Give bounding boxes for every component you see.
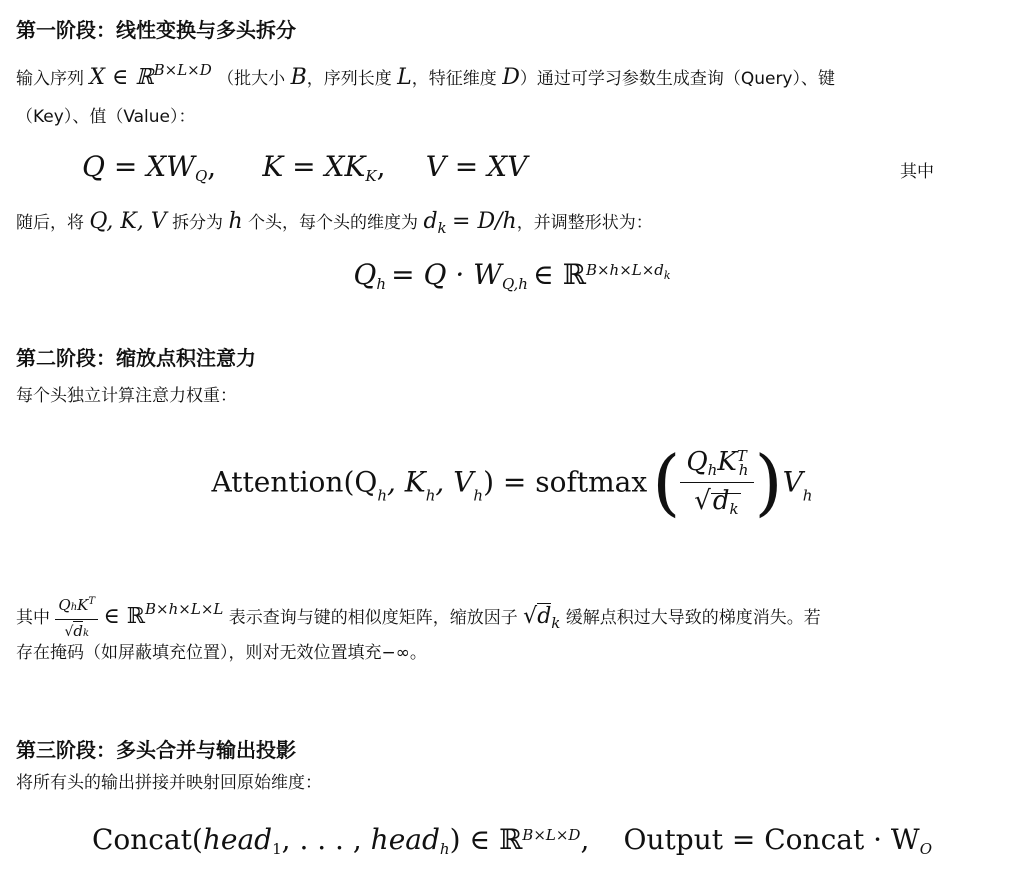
- n-k: K: [77, 596, 89, 614]
- text: 个头，每个头的维度为: [248, 213, 419, 233]
- text: 其中: [16, 608, 50, 628]
- math-x-in-r: X ∈ ℝ: [89, 65, 154, 90]
- text: 输入序列: [16, 69, 84, 89]
- eq-comma: ,: [376, 150, 386, 183]
- section-2-note-line-1: [16, 592, 821, 644]
- attn-rhs: ) = softmax: [483, 465, 648, 499]
- left-paren: (: [652, 440, 681, 524]
- note-sup: B×h×L×L: [145, 600, 224, 618]
- attn-lhs: Attention(Q: [211, 465, 378, 499]
- right-paren: ): [754, 440, 783, 524]
- head: head: [202, 823, 273, 856]
- eq-v: V = XV: [425, 150, 528, 183]
- concat-sup: B×L×D: [522, 826, 581, 844]
- text: ）通过可学习参数生成查询（Query）、键: [519, 69, 835, 89]
- equation-note: 其中: [900, 162, 934, 182]
- head: head: [370, 823, 440, 856]
- math-qkv: Q, K, V: [89, 209, 167, 234]
- output-sub: O: [919, 840, 932, 858]
- dots: , . . . ,: [281, 823, 371, 856]
- text: ，序列长度: [306, 69, 392, 89]
- eq2-mid: = Q · W: [391, 258, 502, 291]
- concat-lhs: Concat(: [91, 823, 203, 856]
- frac-d: d: [712, 485, 730, 516]
- concat-comma: ,: [580, 823, 590, 856]
- attn-k: , K: [387, 465, 426, 499]
- section-3-intro: 将所有头的输出拼接并映射回原始维度：: [16, 773, 322, 793]
- sqrt-d: d: [537, 604, 552, 629]
- n-h: h: [70, 602, 78, 613]
- attention-fraction: [680, 447, 754, 518]
- section-1-split-line: [16, 209, 653, 238]
- eq2-in: ∈ ℝ: [533, 258, 586, 291]
- attn-tail: V: [782, 465, 803, 499]
- section-2-intro: 每个头独立计算注意力权重：: [16, 386, 237, 406]
- math-dk-sub: k: [437, 219, 447, 237]
- section-1-intro-line-1: [16, 60, 835, 89]
- eq-q-sub: Q: [194, 167, 208, 185]
- frac-t: T: [736, 446, 747, 465]
- text: 表示查询与键的相似度矩阵，缩放因子: [228, 608, 518, 628]
- sqrt-symbol: √: [694, 485, 711, 516]
- n-sqrt: √: [64, 624, 74, 640]
- text: ，并调整形状为：: [516, 213, 653, 233]
- eq-comma: ,: [207, 150, 217, 183]
- eq-k: K = XK: [262, 150, 366, 183]
- eq2-sup: B×h×L×d: [585, 261, 664, 279]
- head-1: 1: [272, 840, 282, 858]
- text: ，特征维度: [411, 69, 497, 89]
- frac-q: Q: [686, 446, 708, 477]
- text: （批大小: [217, 69, 286, 89]
- frac-k-sub: h: [738, 460, 749, 479]
- eq2-q: Q: [353, 258, 377, 291]
- math-h: h: [228, 209, 243, 234]
- section-2-note-line-2: 存在掩码（如屏蔽填充位置），则对无效位置填充−∞。: [16, 643, 427, 663]
- attn-h-sub: h: [425, 486, 436, 505]
- attn-h-sub: h: [473, 486, 484, 505]
- sqrt-d-sub: k: [551, 614, 561, 632]
- math-eq: = D/h: [452, 209, 517, 234]
- frac-d-sub: k: [729, 499, 739, 518]
- text: 随后，将: [16, 213, 84, 233]
- note-fraction: [55, 592, 98, 644]
- equation-attention: [0, 440, 1024, 524]
- head-h: h: [439, 840, 450, 858]
- math-b: B: [290, 65, 307, 90]
- eq-k-sub: K: [365, 167, 377, 185]
- equation-qkv: [82, 150, 527, 185]
- attn-tail-sub: h: [802, 486, 813, 505]
- section-2-title: 第二阶段：缩放点积注意力: [16, 346, 256, 370]
- math-sup: B×L×D: [153, 61, 212, 79]
- n-q: Q: [58, 596, 71, 614]
- math-l: L: [397, 65, 412, 90]
- text: 缓解点积过大导致的梯度消失。若: [565, 608, 821, 628]
- eq2-q-sub: h: [376, 275, 387, 293]
- section-1-intro-line-2: （Key）、值（Value）：: [16, 107, 196, 127]
- concat-in: ) ∈ ℝ: [449, 823, 523, 856]
- section-1-title: 第一阶段：线性变换与多头拆分: [16, 18, 296, 42]
- eq2-sup-sub: k: [663, 269, 671, 282]
- frac-q-sub: h: [707, 460, 718, 479]
- eq2-w-sub: Q,h: [501, 275, 528, 293]
- math-dk: d: [423, 209, 438, 234]
- section-3-title: 第三阶段：多头合并与输出投影: [16, 738, 296, 762]
- equation-qh: [0, 258, 1024, 293]
- attn-v: , V: [435, 465, 474, 499]
- n-d: d: [73, 622, 83, 640]
- text: 拆分为: [172, 213, 224, 233]
- frac-k: K: [717, 446, 737, 477]
- n-dk: k: [82, 628, 90, 639]
- sqrt-symbol: √: [523, 604, 538, 629]
- n-t: T: [88, 596, 96, 607]
- note-in: ∈ ℝ: [103, 604, 146, 629]
- eq-q: Q = XW: [82, 150, 195, 183]
- attn-h-sub: h: [377, 486, 387, 505]
- math-d: D: [502, 65, 520, 90]
- output-eq: Output = Concat · W: [623, 823, 920, 856]
- equation-concat: [0, 823, 1024, 858]
